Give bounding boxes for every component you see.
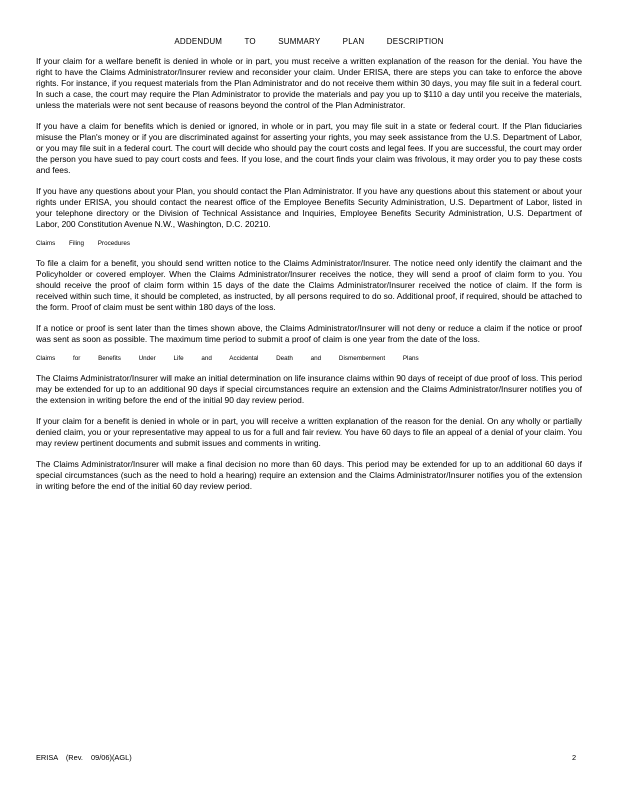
paragraph-questions-contact: If you have any questions about your Plan, you should contact the Plan Administrator. If you have any questions about this statement or about your rights under ERISA, you should contact the nearest office of the Employee Benefits Security Administration, U.S. Department of Labor, listed in your telephone directory or the Division of Technical Assistance and Inquiries, Employee Benefits Security Administration, U.S. Department of Labor, 200 Constitution Avenue N.W., Washington, D.C. 20210. (36, 186, 582, 230)
section-heading-claims-for-benefits: Claims for Benefits Under Life and Accidental Death and Dismemberment Plans (36, 354, 419, 362)
paragraph-appeal: If your claim for a benefit is denied in whole or in part, you will receive a written explanation of the reason for the denial. On any wholly or partially denied claim, you or your representative may appeal to us for a full and fair review. You have 60 days to file an appeal of a denial of your claim. You may review pertinent documents and submit issues and comments in writing. (36, 415, 582, 448)
footer-form-id: ERISA (Rev. 09/06)(AGL) (36, 753, 132, 762)
page-title: ADDENDUM TO SUMMARY PLAN DESCRIPTION (174, 37, 444, 46)
document-body (36, 56, 582, 502)
page-number: 2 (572, 753, 577, 762)
paragraph-late-notice: If a notice or proof is sent later than the times shown above, the Claims Administrator/Insurer will not deny or reduce a claim if the notice or proof was sent as soon as possible. The maximum time period to submit a proof of claim is one year from the date of the loss. (36, 323, 582, 345)
paragraph-claim-denial-rights: If your claim for a welfare benefit is denied in whole or in part, you must receive a written explanation of the reason for the denial. You have the right to have the Claims Administrator/Insurer review and reconsider your claim. Under ERISA, there are steps you can take to enforce the above rights. For instance, if you request materials from the Plan Administrator and do not receive them within 30 days, you may file suit in a federal court. In such a case, the court may require the Plan Administrator to provide the materials and pay you up to $110 a day until you receive the materials, unless the materials were not sent because of reasons beyond the control of the Plan Administrator. (36, 56, 582, 111)
paragraph-initial-determination: The Claims Administrator/Insurer will make an initial determination on life insurance claims within 90 days of receipt of due proof of loss. This period may be extended for up to an additional 90 days if special circumstances require an extension and the Claims Administrator/Insurer notifies you of the extension in writing before the end of the initial 90 day review period. (36, 372, 582, 406)
paragraph-final-decision: The Claims Administrator/Insurer will make a final decision no more than 60 days. This period may be extended for up to an additional 60 days if special circumstances (such as the need to hold a hearing) require an extension and the Claims Administrator/Insurer notifies you of the extension in writing before the end of the initial 60 day review period. (36, 458, 582, 491)
paragraph-file-claim: To file a claim for a benefit, you should send written notice to the Claims Administrator/Insurer. The notice need only identify the claimant and the Policyholder or covered employer. When the Claims Administrator/Insurer receives the notice, they will send a proof of claim form to you. You should receive the proof of claim form within 15 days of the date the Claims Administrator/Insurer received the notice of claim. If the form is received within such time, it should be completed, as instructed, by all persons required to do so. Additional proof, if required, should be attached to the form. Proof of claim must be sent within 180 days of the loss. (36, 258, 582, 313)
section-heading-claims-filing: Claims Filing Procedures (36, 240, 130, 248)
paragraph-file-suit: If you have a claim for benefits which is denied or ignored, in whole or in part, you may file suit in a state or federal court. If the Plan fiduciaries misuse the Plan's money or if you are discriminated against for asserting your rights, you may seek assistance from the U.S. Department of Labor, or you may file suit in a federal court. The court will decide who should pay the court costs and legal fees. If you are successful, the court may order the person you have sued to pay court costs and fees. If you lose, and the court finds your claim was frivolous, it may order you to pay these costs and fees. (36, 121, 582, 176)
